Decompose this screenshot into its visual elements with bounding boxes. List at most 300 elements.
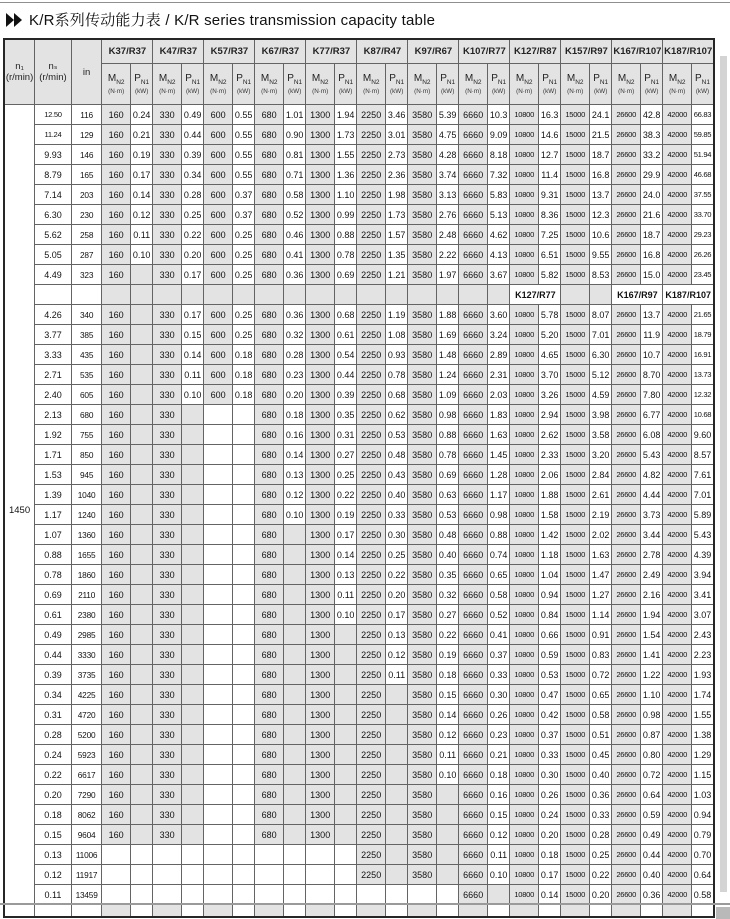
value-cell: 0.11	[487, 845, 509, 865]
value-cell: 3580	[408, 385, 437, 405]
value-cell: 680	[255, 325, 284, 345]
value-cell: 0.94	[538, 585, 560, 605]
value-cell: 6660	[459, 205, 488, 225]
value-cell: 0.19	[334, 505, 356, 525]
value-cell: 38.3	[640, 125, 662, 145]
value-cell	[283, 585, 305, 605]
value-cell: 26600	[612, 565, 641, 585]
value-cell: 13.7	[589, 185, 611, 205]
table-row	[4, 745, 714, 765]
ns-cell: 1.53	[35, 465, 72, 485]
value-cell: 42000	[663, 865, 692, 885]
value-cell: 0.10	[334, 605, 356, 625]
value-cell: 1.36	[334, 165, 356, 185]
value-cell: 1300	[306, 705, 335, 725]
value-cell: 4.82	[640, 465, 662, 485]
value-cell: 1.94	[640, 605, 662, 625]
value-cell	[153, 845, 182, 865]
value-cell: 680	[255, 505, 284, 525]
power-header: $P_{N1}$ (kW)	[691, 64, 714, 105]
value-cell	[181, 745, 203, 765]
value-cell: 0.45	[589, 745, 611, 765]
value-cell: 42000	[663, 145, 692, 165]
value-cell: 680	[255, 445, 284, 465]
value-cell: 0.64	[691, 865, 714, 885]
value-cell: 2250	[357, 725, 386, 745]
value-cell: 680	[255, 345, 284, 365]
value-cell: 42000	[663, 845, 692, 865]
value-cell: 3580	[408, 785, 437, 805]
value-cell: 2250	[357, 605, 386, 625]
ns-cell: 6.30	[35, 205, 72, 225]
value-cell	[130, 405, 152, 425]
value-cell	[130, 885, 152, 905]
value-cell: 330	[153, 745, 182, 765]
value-cell: 0.40	[436, 545, 458, 565]
value-cell: 600	[204, 325, 233, 345]
value-cell: 0.88	[436, 425, 458, 445]
value-cell: 1.97	[436, 265, 458, 285]
value-cell: 10800	[510, 725, 539, 745]
ns-cell: 1.07	[35, 525, 72, 545]
value-cell: 6660	[459, 265, 488, 285]
value-cell: 330	[153, 245, 182, 265]
value-cell: 42000	[663, 725, 692, 745]
value-cell: 0.72	[589, 665, 611, 685]
value-cell: 1.10	[640, 685, 662, 705]
value-cell: 5.20	[538, 325, 560, 345]
value-cell	[130, 685, 152, 705]
value-cell	[283, 565, 305, 585]
value-cell: 10800	[510, 745, 539, 765]
value-cell: 1.03	[691, 785, 714, 805]
model-header: K57/R37	[204, 39, 255, 64]
table-row	[4, 305, 714, 325]
value-cell: 4.39	[691, 545, 714, 565]
ns-cell: 0.20	[35, 785, 72, 805]
value-cell: 11.4	[538, 165, 560, 185]
value-cell: 0.31	[334, 425, 356, 445]
in-cell: 755	[71, 425, 102, 445]
value-cell: 0.78	[436, 445, 458, 465]
value-cell	[334, 645, 356, 665]
value-cell: 0.98	[640, 705, 662, 725]
value-cell	[283, 605, 305, 625]
value-cell: 15000	[561, 165, 590, 185]
value-cell	[436, 885, 458, 905]
value-cell	[436, 905, 458, 918]
value-cell	[663, 905, 692, 918]
value-cell	[283, 545, 305, 565]
value-cell: 42000	[663, 245, 692, 265]
in-cell: 5923	[71, 745, 102, 765]
value-cell	[283, 785, 305, 805]
value-cell: 10800	[510, 205, 539, 225]
value-cell: 2250	[357, 345, 386, 365]
value-cell: 1300	[306, 385, 335, 405]
value-cell: 680	[255, 685, 284, 705]
value-cell: 330	[153, 825, 182, 845]
value-cell: 0.99	[334, 205, 356, 225]
value-cell: 1.55	[334, 145, 356, 165]
torque-header: $M_{N2}$ (N·m)	[408, 64, 437, 105]
value-cell: 6660	[459, 525, 488, 545]
value-cell: 1.41	[640, 645, 662, 665]
value-cell: 0.69	[436, 465, 458, 485]
value-cell: 1300	[306, 265, 335, 285]
value-cell: 3.74	[436, 165, 458, 185]
value-cell	[130, 505, 152, 525]
value-cell: 10800	[510, 265, 539, 285]
value-cell: 1.18	[538, 545, 560, 565]
value-cell: 24.0	[640, 185, 662, 205]
value-cell: 160	[102, 785, 131, 805]
power-header: $P_{N1}$ (kW)	[334, 64, 356, 105]
table-row	[4, 765, 714, 785]
value-cell: 1300	[306, 425, 335, 445]
value-cell: 0.22	[385, 565, 407, 585]
value-cell: 0.11	[385, 665, 407, 685]
value-cell	[232, 545, 254, 565]
value-cell: 42000	[663, 665, 692, 685]
value-cell: 15000	[561, 145, 590, 165]
value-cell: 3.94	[691, 565, 714, 585]
value-cell: 3580	[408, 405, 437, 425]
value-cell: 11.9	[640, 325, 662, 345]
value-cell: 0.34	[181, 165, 203, 185]
value-cell	[130, 725, 152, 745]
value-cell	[255, 285, 284, 305]
value-cell: 0.61	[334, 325, 356, 345]
value-cell: 46.68	[691, 165, 714, 185]
value-cell: 330	[153, 325, 182, 345]
value-cell: 2.23	[691, 645, 714, 665]
ns-cell: 0.13	[35, 845, 72, 865]
value-cell	[130, 265, 152, 285]
value-cell: 330	[153, 625, 182, 645]
value-cell: 29.9	[640, 165, 662, 185]
power-header: $P_{N1}$ (kW)	[232, 64, 254, 105]
value-cell	[232, 685, 254, 705]
value-cell: 26600	[612, 645, 641, 665]
value-cell: 10.68	[691, 405, 714, 425]
value-cell: 330	[153, 705, 182, 725]
value-cell: 3580	[408, 205, 437, 225]
value-cell: 680	[255, 485, 284, 505]
value-cell: 4.65	[538, 345, 560, 365]
value-cell: 2250	[357, 625, 386, 645]
value-cell	[232, 885, 254, 905]
value-cell: 15000	[561, 205, 590, 225]
value-cell: 0.13	[283, 465, 305, 485]
value-cell: 1300	[306, 445, 335, 465]
value-cell: 0.15	[436, 685, 458, 705]
value-cell: 680	[255, 385, 284, 405]
table-row	[4, 625, 714, 645]
value-cell: 330	[153, 565, 182, 585]
in-cell: 8062	[71, 805, 102, 825]
value-cell	[232, 525, 254, 545]
value-cell: 15000	[561, 405, 590, 425]
value-cell: 680	[255, 725, 284, 745]
value-cell	[181, 685, 203, 705]
value-cell	[181, 565, 203, 585]
value-cell: 0.19	[130, 145, 152, 165]
value-cell: 160	[102, 625, 131, 645]
value-cell: 15000	[561, 125, 590, 145]
value-cell: 0.19	[436, 645, 458, 665]
value-cell: 600	[204, 125, 233, 145]
value-cell: 4.75	[436, 125, 458, 145]
value-cell: 1300	[306, 305, 335, 325]
value-cell	[204, 445, 233, 465]
value-cell: 2250	[357, 205, 386, 225]
value-cell: 2250	[357, 505, 386, 525]
value-cell: 0.93	[385, 345, 407, 365]
value-cell: 15000	[561, 365, 590, 385]
value-cell: 0.15	[181, 325, 203, 345]
value-cell: 37.55	[691, 185, 714, 205]
value-cell: 0.53	[385, 425, 407, 445]
value-cell: 15000	[561, 485, 590, 505]
value-cell: 42000	[663, 805, 692, 825]
value-cell: 0.88	[334, 225, 356, 245]
value-cell: 15000	[561, 745, 590, 765]
value-cell	[385, 765, 407, 785]
ns-cell: 1.92	[35, 425, 72, 445]
value-cell: 1300	[306, 125, 335, 145]
value-cell: 160	[102, 365, 131, 385]
value-cell: 10800	[510, 405, 539, 425]
value-cell: 680	[255, 105, 284, 125]
value-cell: 26600	[612, 485, 641, 505]
value-cell: 680	[255, 785, 284, 805]
value-cell: 3580	[408, 105, 437, 125]
value-cell: 26600	[612, 465, 641, 485]
in-cell: 1040	[71, 485, 102, 505]
value-cell	[283, 705, 305, 725]
value-cell: 42000	[663, 445, 692, 465]
ns-cell: 12.50	[35, 105, 72, 125]
value-cell	[204, 805, 233, 825]
value-cell: 0.27	[436, 605, 458, 625]
value-cell: 0.14	[283, 445, 305, 465]
value-cell	[232, 505, 254, 525]
value-cell: 3.70	[538, 365, 560, 385]
table-row	[4, 205, 714, 225]
value-cell	[204, 645, 233, 665]
value-cell: 59.85	[691, 125, 714, 145]
value-cell	[181, 545, 203, 565]
value-cell: 2.31	[487, 365, 509, 385]
value-cell: 0.12	[130, 205, 152, 225]
value-cell: 160	[102, 345, 131, 365]
value-cell: 330	[153, 145, 182, 165]
model-header: K37/R37	[102, 39, 153, 64]
value-cell: 10800	[510, 485, 539, 505]
value-cell: 26600	[612, 825, 641, 845]
value-cell: 1.48	[436, 345, 458, 365]
value-cell	[408, 285, 437, 305]
value-cell: 1.88	[538, 485, 560, 505]
value-cell: 42000	[663, 645, 692, 665]
power-header: $P_{N1}$ (kW)	[181, 64, 203, 105]
ns-cell: 0.88	[35, 545, 72, 565]
value-cell: 0.37	[487, 645, 509, 665]
value-cell: 1300	[306, 465, 335, 485]
value-cell: 330	[153, 805, 182, 825]
value-cell: 0.13	[334, 565, 356, 585]
value-cell: 330	[153, 425, 182, 445]
value-cell: 15000	[561, 825, 590, 845]
in-cell: 146	[71, 145, 102, 165]
value-cell: 680	[255, 305, 284, 325]
table-row	[4, 785, 714, 805]
in-cell: 5200	[71, 725, 102, 745]
value-cell	[283, 645, 305, 665]
value-cell	[181, 285, 203, 305]
value-cell: 0.69	[334, 265, 356, 285]
value-cell: 15000	[561, 425, 590, 445]
value-cell: 1.73	[385, 205, 407, 225]
value-cell: 1.74	[691, 685, 714, 705]
value-cell: 26600	[612, 505, 641, 525]
value-cell: 680	[255, 265, 284, 285]
value-cell: 6.08	[640, 425, 662, 445]
value-cell: 680	[255, 665, 284, 685]
value-cell: 0.30	[538, 765, 560, 785]
value-cell: 26600	[612, 725, 641, 745]
value-cell: 1300	[306, 325, 335, 345]
value-cell: 2250	[357, 125, 386, 145]
value-cell: 1.01	[283, 105, 305, 125]
value-cell: 0.20	[538, 825, 560, 845]
value-cell: 42.8	[640, 105, 662, 125]
value-cell: 14.6	[538, 125, 560, 145]
value-cell	[102, 885, 131, 905]
table-row	[4, 565, 714, 585]
value-cell: 1.63	[487, 425, 509, 445]
ns-cell: 11.24	[35, 125, 72, 145]
value-cell: 15000	[561, 225, 590, 245]
value-cell	[357, 885, 386, 905]
value-cell: 0.22	[334, 485, 356, 505]
value-cell: 0.83	[589, 645, 611, 665]
value-cell: 6.77	[640, 405, 662, 425]
value-cell: 1.58	[538, 505, 560, 525]
value-cell: 0.18	[538, 845, 560, 865]
value-cell	[283, 725, 305, 745]
value-cell: 26600	[612, 665, 641, 685]
value-cell	[130, 645, 152, 665]
value-cell: 0.58	[283, 185, 305, 205]
value-cell: 1.73	[334, 125, 356, 145]
value-cell: 26600	[612, 185, 641, 205]
value-cell: 4.44	[640, 485, 662, 505]
value-cell	[102, 905, 131, 918]
value-cell: 1300	[306, 805, 335, 825]
value-cell: 0.13	[385, 625, 407, 645]
value-cell	[130, 745, 152, 765]
value-cell: 0.17	[181, 305, 203, 325]
value-cell: 1.15	[691, 765, 714, 785]
value-cell	[130, 765, 152, 785]
value-cell: 330	[153, 105, 182, 125]
value-cell	[232, 565, 254, 585]
torque-header: $M_{N2}$ (N·m)	[357, 64, 386, 105]
value-cell	[130, 585, 152, 605]
value-cell: 42000	[663, 105, 692, 125]
value-cell: 6660	[459, 305, 488, 325]
value-cell: 0.25	[232, 305, 254, 325]
value-cell	[385, 285, 407, 305]
value-cell: 2250	[357, 105, 386, 125]
value-cell: 10800	[510, 825, 539, 845]
value-cell: 10800	[510, 505, 539, 525]
value-cell: 0.71	[283, 165, 305, 185]
page-title: K/R系列传动能力表 / K/R series transmission capacity table	[29, 12, 436, 29]
value-cell: 0.84	[538, 605, 560, 625]
power-header: $P_{N1}$ (kW)	[385, 64, 407, 105]
value-cell: 15000	[561, 185, 590, 205]
value-cell: 6660	[459, 445, 488, 465]
value-cell: 4.13	[487, 245, 509, 265]
value-cell: 15000	[561, 845, 590, 865]
in-cell: 340	[71, 305, 102, 325]
in-cell: 4225	[71, 685, 102, 705]
value-cell: 1.38	[691, 725, 714, 745]
value-cell: 26600	[612, 105, 641, 125]
value-cell: 0.12	[283, 485, 305, 505]
value-cell: 15000	[561, 385, 590, 405]
value-cell: 42000	[663, 485, 692, 505]
torque-header: $M_{N2}$ (N·m)	[561, 64, 590, 105]
value-cell: 1.94	[334, 105, 356, 125]
ns-cell	[35, 285, 72, 305]
value-cell	[130, 425, 152, 445]
value-cell	[334, 285, 356, 305]
value-cell: 0.28	[181, 185, 203, 205]
value-cell	[181, 445, 203, 465]
value-cell	[510, 905, 539, 918]
value-cell: 3580	[408, 865, 437, 885]
value-cell: 15000	[561, 685, 590, 705]
value-cell: 42000	[663, 505, 692, 525]
value-cell: 6660	[459, 365, 488, 385]
value-cell: 3580	[408, 645, 437, 665]
value-cell: 15000	[561, 865, 590, 885]
value-cell: 15000	[561, 105, 590, 125]
value-cell: 10800	[510, 445, 539, 465]
value-cell	[232, 785, 254, 805]
torque-header: $M_{N2}$ (N·m)	[153, 64, 182, 105]
value-cell: 160	[102, 125, 131, 145]
value-cell: 0.17	[334, 525, 356, 545]
value-cell	[385, 785, 407, 805]
value-cell: 15000	[561, 665, 590, 685]
value-cell: 3580	[408, 805, 437, 825]
value-cell: 0.39	[334, 385, 356, 405]
value-cell: 160	[102, 705, 131, 725]
value-cell: 5.39	[436, 105, 458, 125]
value-cell: 21.6	[640, 205, 662, 225]
value-cell: 0.47	[538, 685, 560, 705]
value-cell: 2250	[357, 565, 386, 585]
value-cell: 0.25	[181, 205, 203, 225]
value-cell: 0.37	[232, 185, 254, 205]
value-cell: 4.62	[487, 225, 509, 245]
value-cell: 26600	[612, 145, 641, 165]
